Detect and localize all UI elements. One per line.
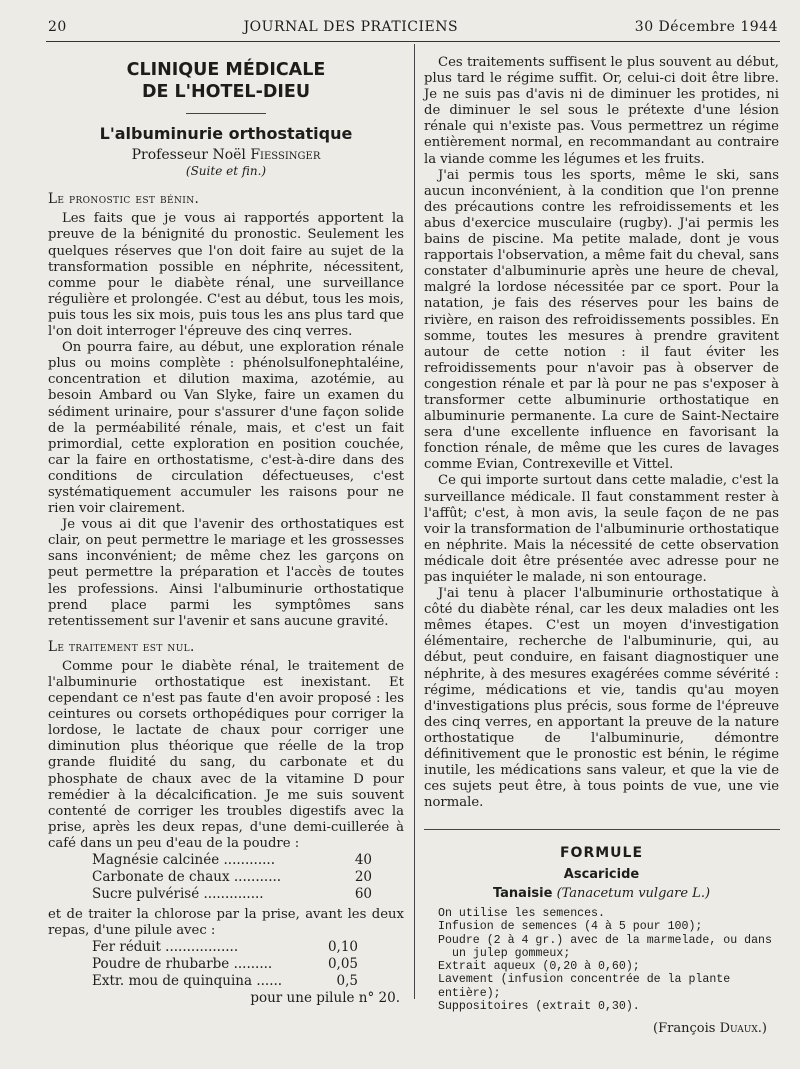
article-author: Professeur Noël Fiessinger [131,147,321,164]
formule-line: Extrait aqueux (0,20 à 0,60); [438,960,640,974]
prescription-line: Poudre de rhubarbe ......... 0,05 [92,956,358,973]
formule-subtitle: Ascaricide [563,867,640,882]
issue-date: 30 Décembre 1944 [634,19,778,35]
paragraph: J'ai permis tous les sports, même le ski, sans aucun inconvénient, à la condition que l'on prenne des précautions contre les refroidissements et les abus d'exercice musculaire (rugby). J'ai permis les bains de piscine. Ma petite malade, dont je vous rapportais l'observation, a même fait du cheval, sans constater d'albuminurie après une heure de cheval, malgré la lordose nécessitée par ce sport. Pour la natation, je fais des réserves pour les bains de rivière, en raison des refroidissements possibles. En somme, toutes les mesures à prendre gravitent autour de cette notion : il faut éviter les refroidissements pour n'avoir pas à observer de congestion rénale et par là pour ne pas s'exposer à transformer cette albuminurie orthostatique en albuminurie permanente. La cure de Saint-Nectaire sera d'une excellente influence en favorisant la fonction rénale, de même que les cures de lavages comme Evian, Contrexeville et Vittel. [424,167,779,473]
column-divider [414,44,415,999]
paragraph: Ces traitements suffisent le plus souvent au début, plus tard le régime suffit. Or, celui-ci doit être libre. Je ne suis pas d'avis ni de diminuer les protides, ni de diminuer le sel sous le prétexte d'une lésion rénale qui n'existe pas. Vous permettrez un régime entièrement normal, en recommandant au contraire la viande comme les légumes et les fruits. [424,55,779,167]
formule-line: Suppositoires (extrait 0,30). [438,1000,640,1014]
paragraph: J'ai tenu à placer l'albuminurie orthostatique à côté du diabète rénal, car les deux maladies ont les mêmes étapes. C'est un moyen d'investigation élémentaire, recherche de l'albuminurie, qui, au début, peut conduire, en faisant diagnostiquer une néphrite, à des mesures exagérées comme sévérité : régime, médications et vie, tandis qu'au moyen d'investigations plus précis, sous forme de l'épreuve des cinq verres, en apportant la preuve de la nature orthostatique de l'albuminurie, démontre définitivement que le pronostic est bénin, le régime inutile, les médications sans valeur, et que la vie de ces sujets peut être, à tous points de vue, une vie normale. [424,586,779,811]
pill-count: pour une pilule n° 20. [250,990,400,1007]
article-title: L'albuminurie orthostatique [99,124,353,143]
section-heading-traitement: Le traitement est nul. [48,638,195,655]
section-heading-pronostic: Le pronostic est bénin. [48,191,200,208]
formule-line: un julep gommeux; [452,946,571,960]
prescription-powder [48,852,404,903]
prescription-line: Fer réduit ................. 0,10 [92,939,358,956]
paragraph: Les faits que je vous ai rapportés apportent la preuve de la bénignité du pronostic. Seulement les quelques réserves que l'on doit faire au sujet de la transformation possible en néphrite, nécessitent, comme pour le diabète rénal, une surveillance régulière et prolongée. C'est au début, tous les mois, puis tous les six mois, puis tous les ans plus tard que l'on doit interroger l'épreuve des cinq verres. [48,211,404,340]
formule-title: FORMULE [559,845,644,861]
paragraph: Je vous ai dit que l'avenir des orthostatiques est clair, on peut permettre le mariage et les grossesses sans inconvénient; de même chez les garçons on peut permettre la préparation et l'accès de toutes les professions. Ainsi l'albuminurie orthostatique prend place parmi les symptômes sans retentissement sur l'avenir et sans aucune gravité. [48,517,404,629]
formule-author: (François Duaux.) [653,1021,767,1037]
paragraph: Comme pour le diabète rénal, le traitement de l'albuminurie orthostatique est inexistant. Et cependant ce n'est pas faute d'en avoir proposé : les ceintures ou corsets orthopédiques pour corriger la lordose, le lactate de chaux pour corriger une diminution plus théorique que réelle de la trop grande fluidité du sang, du carbonate et du phosphate de chaux avec de la vitamine D pour remédier à la décalcification. Je me suis souvent contenté de corriger les troubles digestifs avec la prise, après les deux repas, d'une demi-cuillerée à café dans un peu d'eau de la poudre : [48,658,404,851]
paragraph: Ce qui importe surtout dans cette maladie, c'est la surveillance médicale. Il faut constamment rester à l'affût; c'est, à mon avis, la seule façon de ne pas voir la transformation de l'albuminurie orthostatique en néphrite. Mais la nécessité de cette observation médicale doit être présentée avec adresse pour ne pas inquiéter le malade, ni son entourage. [424,473,779,585]
formule-box [424,845,779,1036]
formule-line: Infusion de semences (4 à 5 pour 100); [438,920,703,934]
left-column [48,55,404,1006]
formule-line: Lavement (infusion concentrée de la plante entière); [438,973,731,1000]
clinic-heading: CLINIQUE MÉDICALE DE L'HOTEL-DIEU [126,60,326,102]
formule-rule [424,829,780,830]
header-rule [46,41,780,42]
suite-note: (Suite et fin.) [185,164,267,179]
page-number: 20 [48,19,67,35]
page-header [48,16,778,38]
prescription-pill [48,939,404,990]
prescription-line: Carbonate de chaux ........... 20 [92,869,372,886]
formule-plant: Tanaisie (Tanacetum vulgare L.) [492,886,711,901]
formule-line: Poudre (2 à 4 gr.) avec de la marmelade, ou dans [438,933,772,947]
formule-line: On utilise les semences. [438,907,605,920]
prescription-line: Sucre pulvérisé .............. 60 [92,886,372,903]
prescription-line: Magnésie calcinée ............ 40 [92,852,372,869]
journal-title: JOURNAL DES PRATICIENS [243,19,459,35]
paragraph: et de traiter la chlorose par la prise, avant les deux repas, d'une pilule avec : [48,907,404,939]
prescription-line: Extr. mou de quinquina ...... 0,5 [92,973,358,990]
right-column [424,55,779,811]
heading-rule [186,113,266,114]
paragraph: On pourra faire, au début, une exploration rénale plus ou moins complète : phénolsulfonephtaléine, concentration et dilution maxima, azotémie, au besoin Ambard ou Van Slyke, faire un examen du sédiment urinaire, pour s'assurer d'une façon solide de la perméabilité rénale, mais, et c'est un fait primordial, cette exploration en position couchée, car la faire en orthostatisme, c'est-à-dire dans des conditions de circulation défectueuses, c'est systématiquement accumuler les raisons pour ne rien voir clairement. [48,340,404,517]
